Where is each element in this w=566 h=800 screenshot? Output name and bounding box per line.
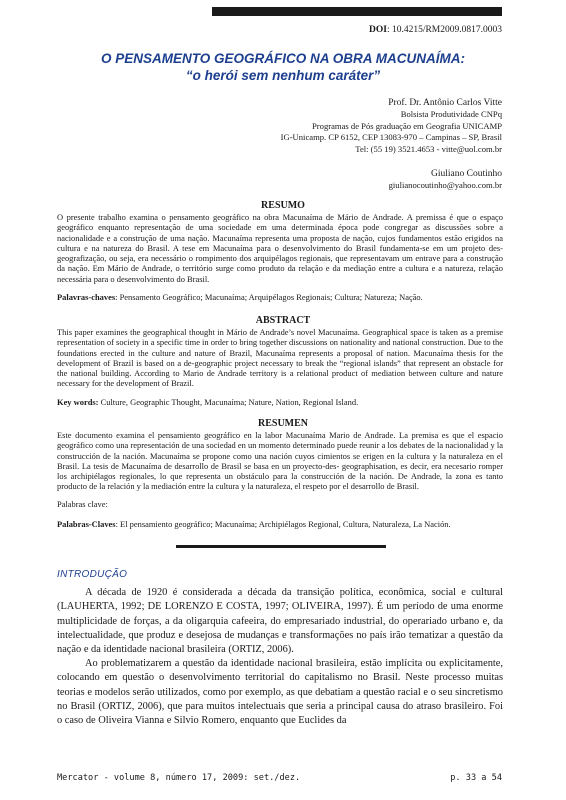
section-separator [176, 545, 386, 548]
author-1-line: Programas de Pós graduação em Geografia UNICAMP [312, 120, 502, 131]
resumo-heading: RESUMO [261, 200, 305, 211]
author-1-name: Prof. Dr. Antônio Carlos Vitte [388, 98, 502, 108]
doi-line [369, 25, 502, 35]
doi-value: : 10.4215/RM2009.0817.0003 [386, 25, 502, 35]
resumen-keywords [57, 519, 503, 529]
resumen-heading: RESUMEN [257, 418, 308, 429]
resumo-keywords-text: : Pensamento Geográfico; Macunaíma; Arquipélagos Regionais; Cultura; Natureza; Nação. [115, 292, 423, 302]
abstract-keywords-text: Culture, Geographic Thought, Macunaíma; Nature, Nation, Regional Island. [98, 397, 359, 407]
resumo-text: O presente trabalho examina o pensamento geográfico na obra Macunaíma de Mário de Andrade. A premissa é que o espaço geográfico enquanto representação de uma sociedade em uma determinada época pode congregar as discussões sobre a nacionalidade e a construção de uma nação. Macunaíma representa uma proposta de nação, cujos fundamentos estão erigidos na cultura e na natureza do Brasil. A tese em Macunaíma para o desenvolvimento do Brasil fundamenta-se em um projeto des-geografização, ou seja, era necessário o rompimento dos arquipélagos regionais, que representavam um entrave para a construção da nação. Em Mário de Andrade, o território surge como produto da relação e da mediação entre a cultura e a natureza, relação necessária para o desenvolvimento do Brasil. [57, 212, 503, 284]
title-line-2: “o herói sem nenhum caráter” [185, 68, 381, 83]
resumen-text: Este documento examina el pensamiento geográfico en la labor Macunaíma Mario de Andrade. La premisa es que el espacio geográfico como una representación de una sociedad en un momento determinado puede reunir a los debates de la nacionalidad y la construcción de la nación. Macunaíma se propone como una nación cuyos cimientos se erigen en la cultura y la naturaleza en el Brasil. La tesis de Macunaíma de desarrollo de Brasil se basa en un proyecto-des- geographisation, es decir, era necesario romper los archipiélagos regionales, lo que representa un obstáculo para la construcción de la nación. De Andrade, la zona es tanto producto de la relación y la mediación entre la cultura y la naturaleza, el respeto por el desarrollo de Brasil. [57, 430, 503, 492]
footer-pages: p. 33 a 54 [450, 773, 502, 783]
resumen-keywords-text: : El pensamiento geográfico; Macunaíma; Archipiélagos Regional, Cultura, Naturaleza, La Nación. [115, 519, 451, 529]
resumen-extra: Palabras clave: [57, 499, 108, 509]
abstract-keywords-label: Key words: [57, 397, 99, 407]
author-1-line: Tel: (55 19) 3521.4653 - vitte@uol.com.br [355, 143, 502, 154]
resumo-keywords-label: Palavras-chaves [57, 292, 116, 302]
abstract-text: This paper examines the geographical thought in Mário de Andrade’s novel Macunaíma. Geographical space is taken as a premise representation of society in a specific time in order to bring together discussions on nationality and national construction. Due to the foundations erected in the culture and nature of Brazil, Macunaíma represents a proposal of nation. Macunaíma thesis for the development of Brazil is based on a de-geographic project necessary to break the “regional islands” that represent an obstacle for the national building. According to Mario de Andrade territory is a relational product of mediation between culture and nature necessary for the development of Brazil. [57, 327, 503, 389]
resumo-keywords [57, 292, 503, 302]
abstract-heading: ABSTRACT [255, 315, 311, 326]
author-block-1 [281, 97, 502, 155]
title-line-1: O PENSAMENTO GEOGRÁFICO NA OBRA MACUNAÍMA: [101, 51, 465, 66]
body-paragraph: Ao problematizarem a questão da identidade nacional brasileira, estão implícita ou explicitamente, colocando em questão o desenvolvimento territorial do capitalismo no Brasil. Neste processo muitas teorias e modelos serão utilizados, como por exemplo, as que debatiam a questão racial e o seu sincretismo no Brasil (ORTIZ, 2006), que para muitos intelectuais que seria a principal causa do atraso brasileiro. Foi o caso de Oliveira Vianna e Silvio Romero, enquanto que Euclides da [57, 658, 503, 727]
footer-journal: Mercator - volume 8, número 17, 2009: set./dez. [57, 773, 301, 783]
introducao-heading: INTRODUÇÃO [57, 569, 128, 580]
author-2-name: Giuliano Coutinho [431, 169, 502, 179]
author-1-line: Bolsista Produtividade CNPq [400, 109, 502, 119]
author-2-email: giulianocoutinho@yahoo.com.br [388, 180, 502, 190]
header-rule [212, 7, 502, 16]
abstract-keywords [57, 397, 503, 407]
resumen-keywords-label: Palabras-Claves [57, 519, 116, 529]
body-paragraph: A década de 1920 é considerada a década da transição política, econômica, social e cultural (LAUHERTA, 1992; DE LORENZO E COSTA, 1997; OLIVEIRA, 1997). É um período de uma enorme multiplicidade de forças, a da oligarquia cafeeira, do empresariado industrial, do operariado urbano e, da intelectualidade, que produz e desejosa de mudanças e transformações no país irão tematizar a questão da nação e da identidade nacional brasileira (ORTIZ, 2006). [57, 587, 503, 656]
author-block-2 [389, 168, 502, 192]
doi-label: DOI [368, 25, 387, 35]
author-1-line: IG-Unicamp. CP 6152, CEP 13083-970 – Campinas – SP, Brasil [280, 132, 502, 143]
